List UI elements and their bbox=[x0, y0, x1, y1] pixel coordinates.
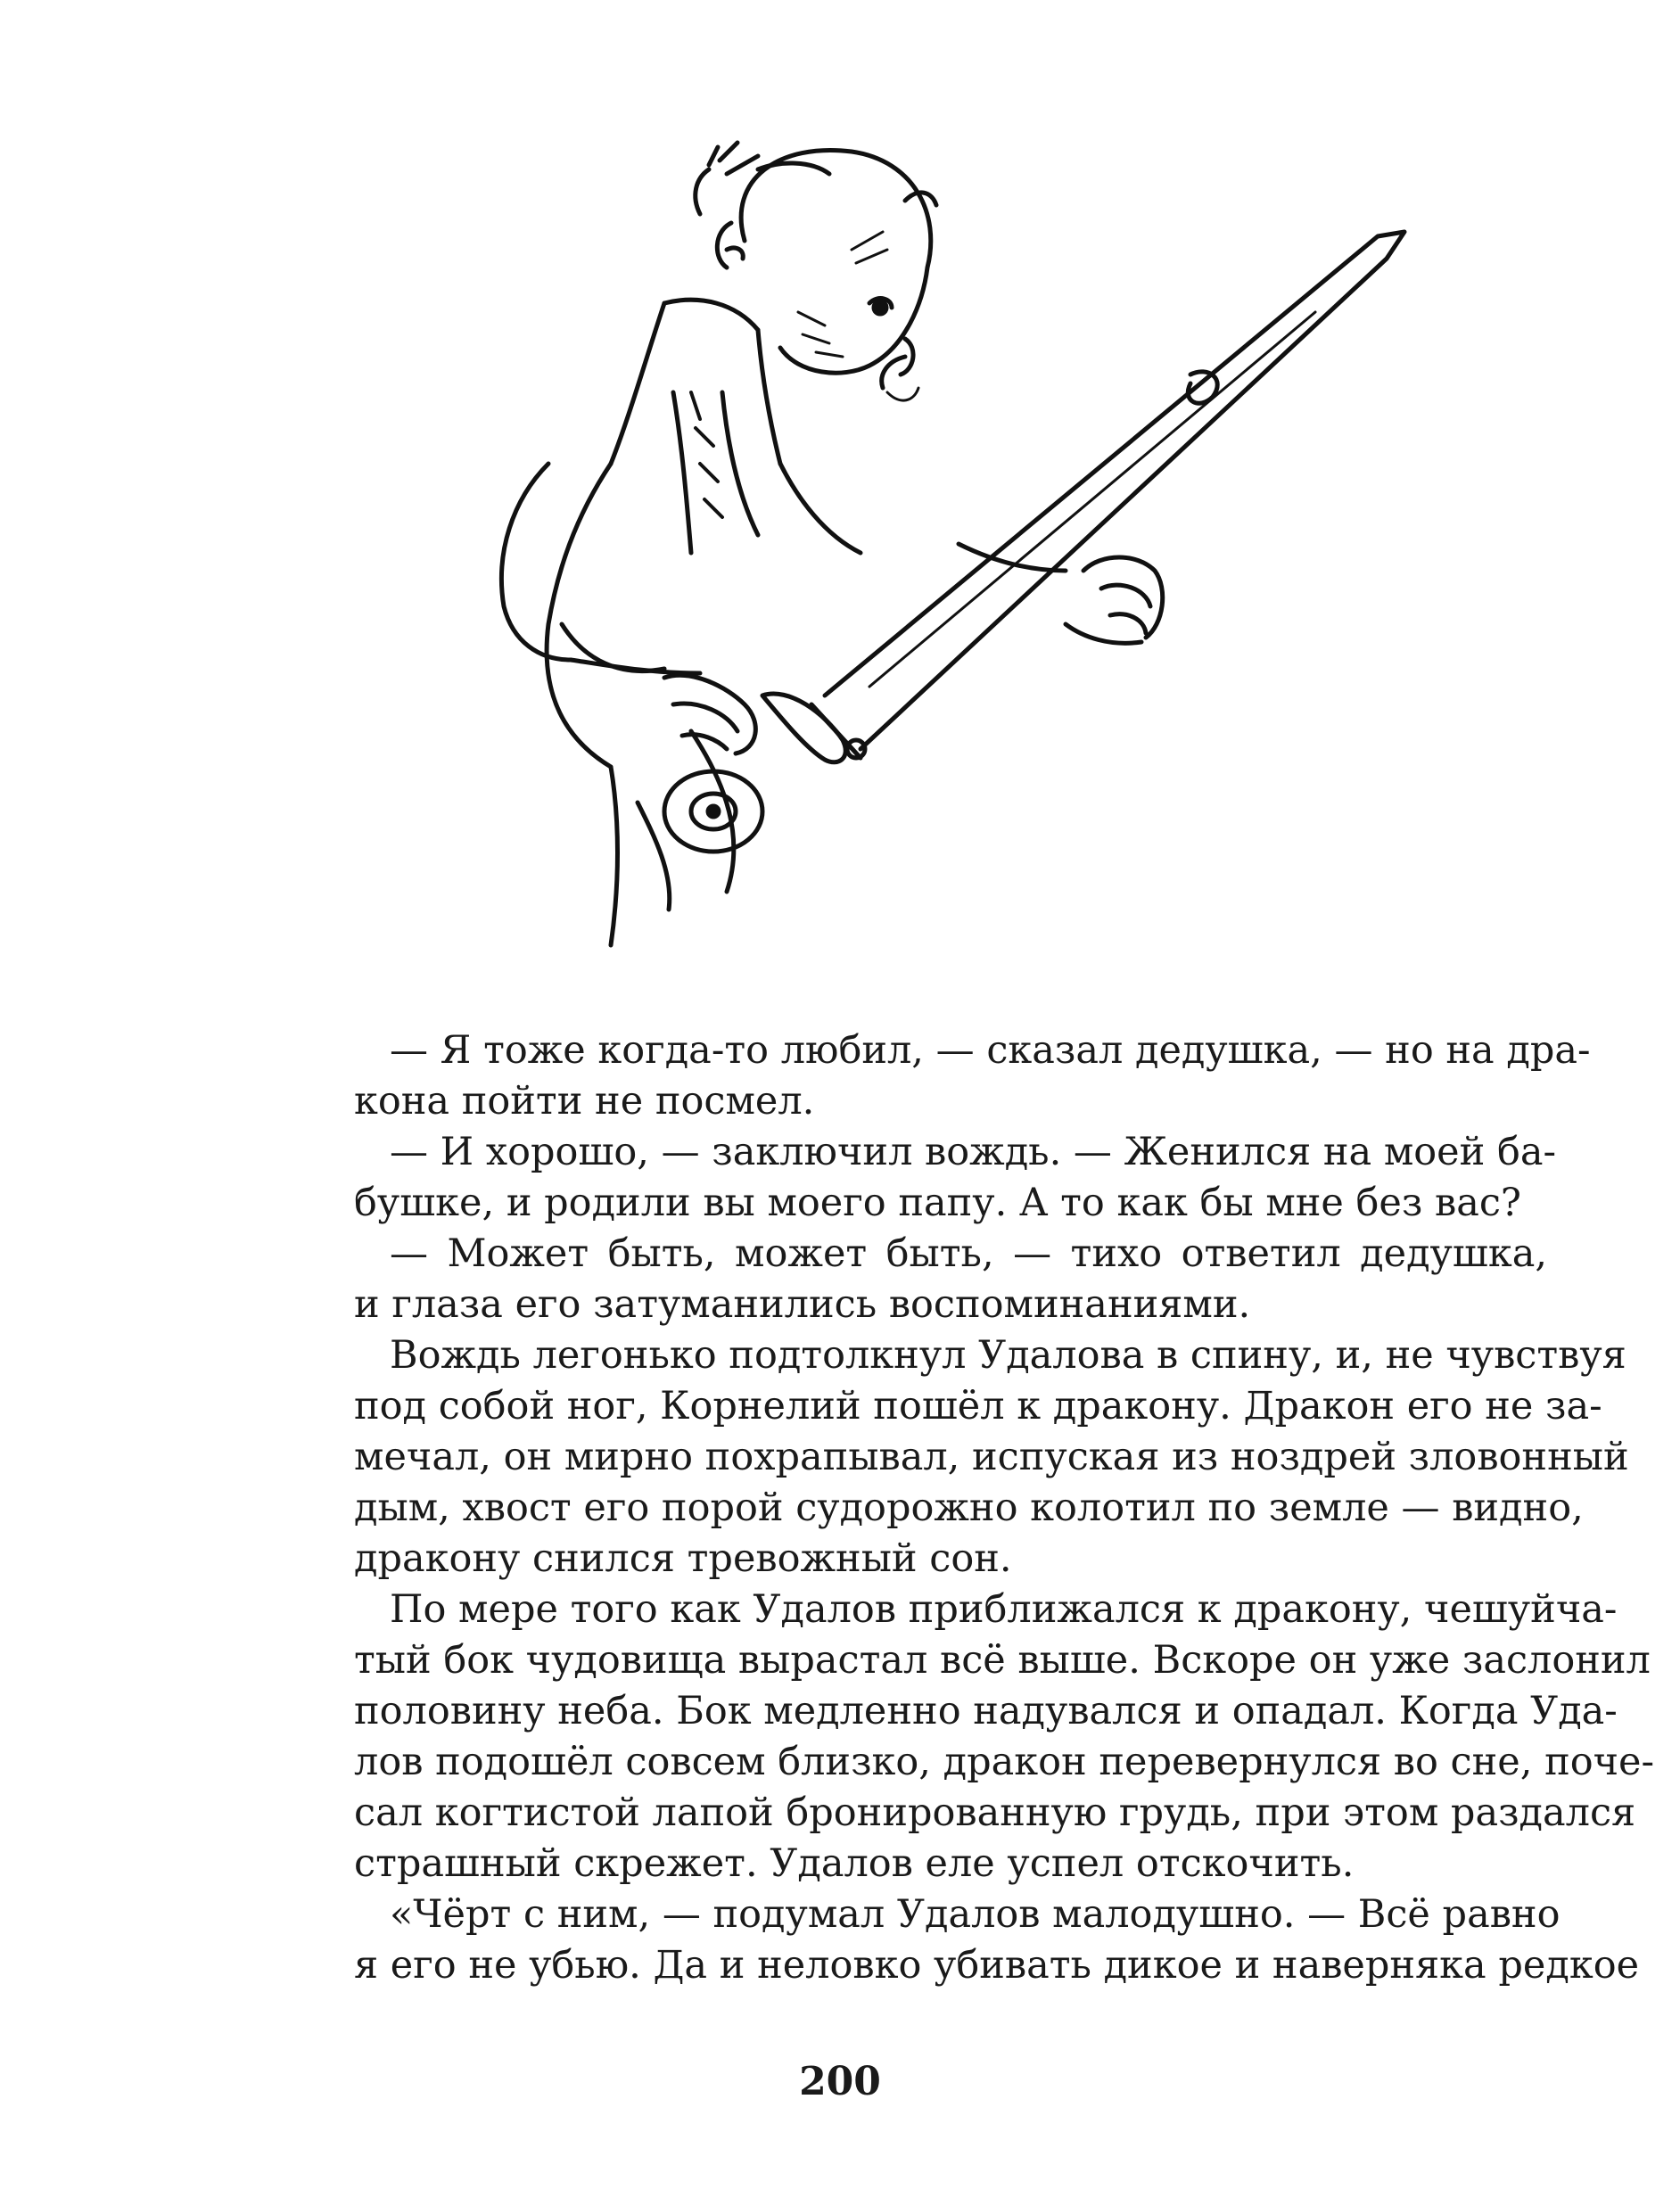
text-line: кона пойти не посмел. bbox=[354, 1079, 815, 1124]
text-line: — И хорошо, — заключил вождь. — Женился на моей ба- bbox=[390, 1130, 1556, 1174]
paragraph bbox=[290, 1025, 1591, 1127]
text-line: мечал, он мирно похрапывал, испуская из ноздрей зловонный bbox=[354, 1435, 1629, 1479]
text-line: По мере того как Удалов приближался к дракону, чешуйча- bbox=[390, 1587, 1618, 1632]
text-line: под собой ног, Корнелий пошёл к дракону. Дракон его не за- bbox=[354, 1384, 1602, 1428]
text-line: и глаза его затуманились воспоминаниями. bbox=[354, 1282, 1251, 1327]
text-line: лов подошёл совсем близко, дракон перевернулся во сне, поче- bbox=[354, 1740, 1655, 1784]
paragraph bbox=[290, 1127, 1556, 1229]
body-text bbox=[290, 1025, 1655, 1991]
text-line: — Может быть, может быть, — тихо ответил дедушка, bbox=[390, 1231, 1547, 1276]
paragraph bbox=[290, 1889, 1640, 1991]
text-line: дракону снился тревожный сон. bbox=[354, 1536, 1012, 1581]
illustration bbox=[406, 125, 1458, 981]
text-line: страшный скрежет. Удалов еле успел отскочить. bbox=[354, 1841, 1355, 1886]
text-line: бушке, и родили вы моего папу. А то как бы мне без вас? bbox=[354, 1181, 1521, 1225]
text-line: «Чёрт с ним, — подумал Удалов малодушно. — Всё равно bbox=[390, 1892, 1561, 1937]
paragraph bbox=[290, 1330, 1629, 1585]
text-line: — Я тоже когда-то любил, — сказал дедушка, — но на дра- bbox=[390, 1028, 1591, 1073]
text-line: Вождь легонько подтолкнул Удалова в спину, и, не чувствуя bbox=[390, 1333, 1626, 1378]
text-line: тый бок чудовища вырастал всё выше. Вскоре он уже заслонил bbox=[354, 1638, 1651, 1683]
text-line: половину неба. Бок медленно надувался и опадал. Когда Уда- bbox=[354, 1689, 1618, 1733]
text-line: сал когтистой лапой бронированную грудь, при этом раздался bbox=[354, 1791, 1636, 1835]
old-man-with-sword-drawing-icon bbox=[406, 125, 1458, 981]
page-number: 200 bbox=[799, 2059, 881, 2104]
paragraph bbox=[290, 1585, 1655, 1889]
text-line: дым, хвост его порой судорожно колотил по земле — видно, bbox=[354, 1486, 1584, 1530]
paragraph bbox=[290, 1229, 1547, 1330]
text-line: я его не убью. Да и неловко убивать дикое и наверняка редкое bbox=[354, 1943, 1640, 1988]
